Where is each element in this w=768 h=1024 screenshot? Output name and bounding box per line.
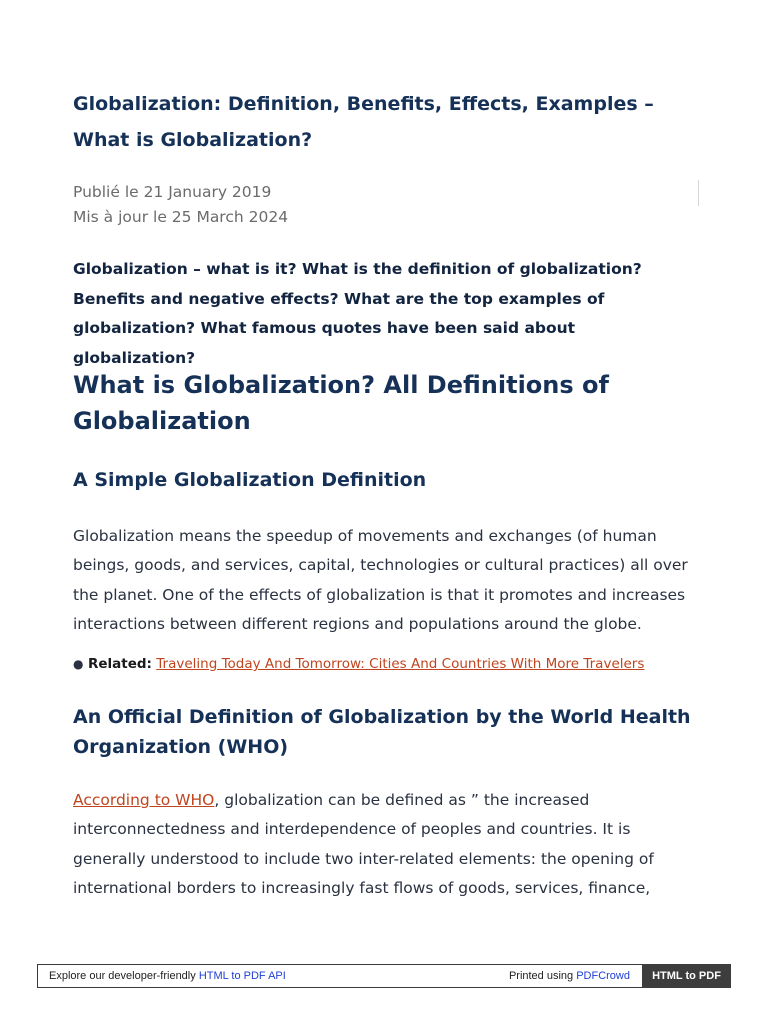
who-definition-paragraph [73, 786, 698, 903]
footer-printed [509, 970, 630, 982]
related-list-item [73, 653, 713, 675]
related-article-link[interactable]: Traveling Today And Tomorrow: Cities And Countries With More Travelers [156, 656, 645, 672]
pdfcrowd-link[interactable]: PDFCrowd [576, 970, 630, 982]
footer-explore [49, 970, 286, 982]
footer-printed-text: Printed using [508, 970, 577, 982]
section-heading-definitions: What is Globalization? All Definitions of Globalization [73, 371, 609, 435]
published-date: Publié le 21 January 2019 [73, 183, 272, 201]
simple-definition-paragraph: Globalization means the speedup of movements and exchanges (of human beings, goods, and services, capital, technologies or cultural practices) all over the planet. One of the effects of globalization is that it promotes and increases interactions between different regions and populations around the globe. [73, 527, 688, 633]
according-to-who-link[interactable]: According to WHO [73, 791, 215, 809]
bullet-icon: ● [73, 657, 84, 671]
html-to-pdf-button[interactable]: HTML to PDF [642, 964, 731, 988]
article-meta [73, 180, 288, 230]
pdf-footer-bar [37, 964, 731, 988]
meta-divider [698, 180, 699, 206]
subheading-who-definition: An Official Definition of Globalization by the World Health Organization (WHO) [73, 706, 691, 758]
article-intro: Globalization – what is it? What is the definition of globalization? Benefits and negative effects? What are the top examples of globalization? What famous quotes have been said about globalization? [73, 260, 642, 367]
updated-date: Mis à jour le 25 March 2024 [73, 208, 289, 226]
subheading-simple-definition: A Simple Globalization Definition [73, 469, 427, 491]
footer-explore-text: Explore our developer-friendly [49, 970, 199, 982]
related-label: Related: [88, 656, 152, 672]
html-to-pdf-api-link[interactable]: HTML to PDF API [198, 970, 286, 982]
who-definition-text: , globalization can be defined as ” the increased interconnectedness and interdependence of peoples and countries. It is generally understood to include two inter-related elements: the opening of international borders to increasingly fast flows of goods, services, finance, [73, 791, 654, 897]
article-title: Globalization: Definition, Benefits, Effects, Examples – What is Globalization? [73, 93, 654, 151]
